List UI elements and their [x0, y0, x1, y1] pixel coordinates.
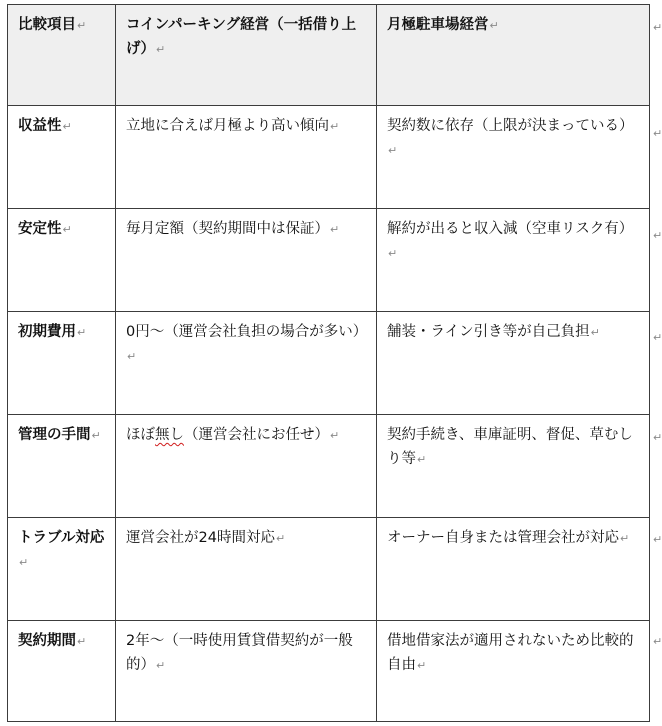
row-end-mark-icon: ↵ — [653, 331, 662, 344]
row-end-mark-icon: ↵ — [653, 431, 662, 444]
monthly-parking-text: 解約が出ると収入減（空車リスク有） — [387, 221, 634, 237]
table-row — [8, 518, 650, 621]
row-end-mark-icon: ↵ — [653, 533, 662, 546]
monthly-parking-text: 契約数に依存（上限が決まっている） — [387, 118, 634, 134]
row-label-text: 契約期間 — [18, 633, 76, 649]
paragraph-mark-icon: ↵ — [388, 247, 398, 260]
paragraph-mark-icon: ↵ — [127, 350, 137, 363]
coin-parking-text-start: ほぼ — [126, 427, 155, 443]
paragraph-mark-icon: ↵ — [417, 659, 427, 672]
header-cell-monthly-parking[interactable] — [377, 5, 650, 106]
header-coin-parking-text: コインパーキング経営（一括借り上げ） — [126, 17, 357, 57]
monthly-parking-text: 借地借家法が適用されないため比較的自由 — [387, 633, 634, 673]
paragraph-mark-icon: ↵ — [330, 223, 340, 236]
comparison-table — [7, 4, 650, 722]
coin-parking-text: 毎月定額（契約期間中は保証） — [126, 221, 329, 237]
row-label-text: 収益性 — [18, 118, 62, 134]
paragraph-mark-icon: ↵ — [620, 532, 630, 545]
row-label-cell[interactable] — [8, 209, 116, 312]
paragraph-mark-icon: ↵ — [489, 19, 499, 32]
coin-parking-cell[interactable] — [116, 106, 377, 209]
paragraph-mark-icon: ↵ — [330, 120, 340, 133]
coin-parking-text: 0円～（運営会社負担の場合が多い） — [126, 324, 368, 340]
coin-parking-cell[interactable] — [116, 518, 377, 621]
monthly-parking-cell[interactable] — [377, 209, 650, 312]
paragraph-mark-icon: ↵ — [388, 144, 398, 157]
table-row — [8, 312, 650, 415]
paragraph-mark-icon: ↵ — [62, 120, 72, 133]
paragraph-mark-icon: ↵ — [275, 532, 286, 545]
row-end-mark-icon: ↵ — [653, 635, 662, 648]
paragraph-mark-icon: ↵ — [77, 326, 87, 339]
table-header-row — [8, 5, 650, 106]
paragraph-mark-icon: ↵ — [77, 635, 87, 648]
table-row — [8, 106, 650, 209]
coin-parking-text: 立地に合えば月極より高い傾向 — [126, 118, 329, 134]
monthly-parking-cell[interactable] — [377, 312, 650, 415]
paragraph-mark-icon: ↵ — [156, 43, 166, 56]
coin-parking-cell[interactable] — [116, 312, 377, 415]
row-end-mark-icon: ↵ — [653, 229, 662, 242]
row-label-cell[interactable] — [8, 415, 116, 518]
coin-parking-cell[interactable] — [116, 415, 377, 518]
monthly-parking-cell[interactable] — [377, 518, 650, 621]
row-label-cell[interactable] — [8, 621, 116, 722]
paragraph-mark-icon: ↵ — [590, 326, 600, 339]
paragraph-mark-icon: ↵ — [91, 429, 101, 442]
paragraph-mark-icon: ↵ — [19, 556, 29, 569]
header-item-text: 比較項目 — [18, 17, 76, 33]
row-label-cell[interactable] — [8, 312, 116, 415]
row-label-text: トラブル対応 — [18, 530, 105, 546]
table-row — [8, 621, 650, 722]
row-label-text: 安定性 — [18, 221, 62, 237]
row-end-mark-icon: ↵ — [653, 21, 662, 34]
header-cell-item[interactable] — [8, 5, 116, 106]
paragraph-mark-icon: ↵ — [62, 223, 72, 236]
monthly-parking-text: 舗装・ライン引き等が自己負担 — [387, 324, 590, 340]
coin-parking-text: 運営会社が24時間対応 — [126, 530, 275, 546]
coin-parking-cell[interactable] — [116, 621, 377, 722]
table-row — [8, 415, 650, 518]
table-row — [8, 209, 650, 312]
row-end-mark-icon: ↵ — [653, 127, 662, 140]
monthly-parking-text: オーナー自身または管理会社が対応 — [387, 530, 619, 546]
paragraph-mark-icon: ↵ — [156, 659, 166, 672]
paragraph-mark-icon: ↵ — [77, 19, 87, 32]
monthly-parking-cell[interactable] — [377, 415, 650, 518]
coin-parking-text: 2年～（一時使用賃貸借契約が一般的） — [126, 633, 353, 673]
row-label-cell[interactable] — [8, 106, 116, 209]
monthly-parking-cell[interactable] — [377, 621, 650, 722]
monthly-parking-cell[interactable] — [377, 106, 650, 209]
row-label-text: 管理の手間 — [18, 427, 91, 443]
paragraph-mark-icon: ↵ — [330, 429, 340, 442]
header-monthly-parking-text: 月極駐車場経営 — [387, 17, 489, 33]
header-cell-coin-parking[interactable] — [116, 5, 377, 106]
monthly-parking-text: 契約手続き、車庫証明、督促、草むしり等 — [387, 427, 633, 467]
row-label-text: 初期費用 — [18, 324, 76, 340]
row-label-cell[interactable] — [8, 518, 116, 621]
spellcheck-flagged-word[interactable]: 無し — [155, 427, 184, 443]
coin-parking-text-end: （運営会社にお任せ） — [184, 427, 329, 443]
coin-parking-cell[interactable] — [116, 209, 377, 312]
paragraph-mark-icon: ↵ — [417, 453, 427, 466]
